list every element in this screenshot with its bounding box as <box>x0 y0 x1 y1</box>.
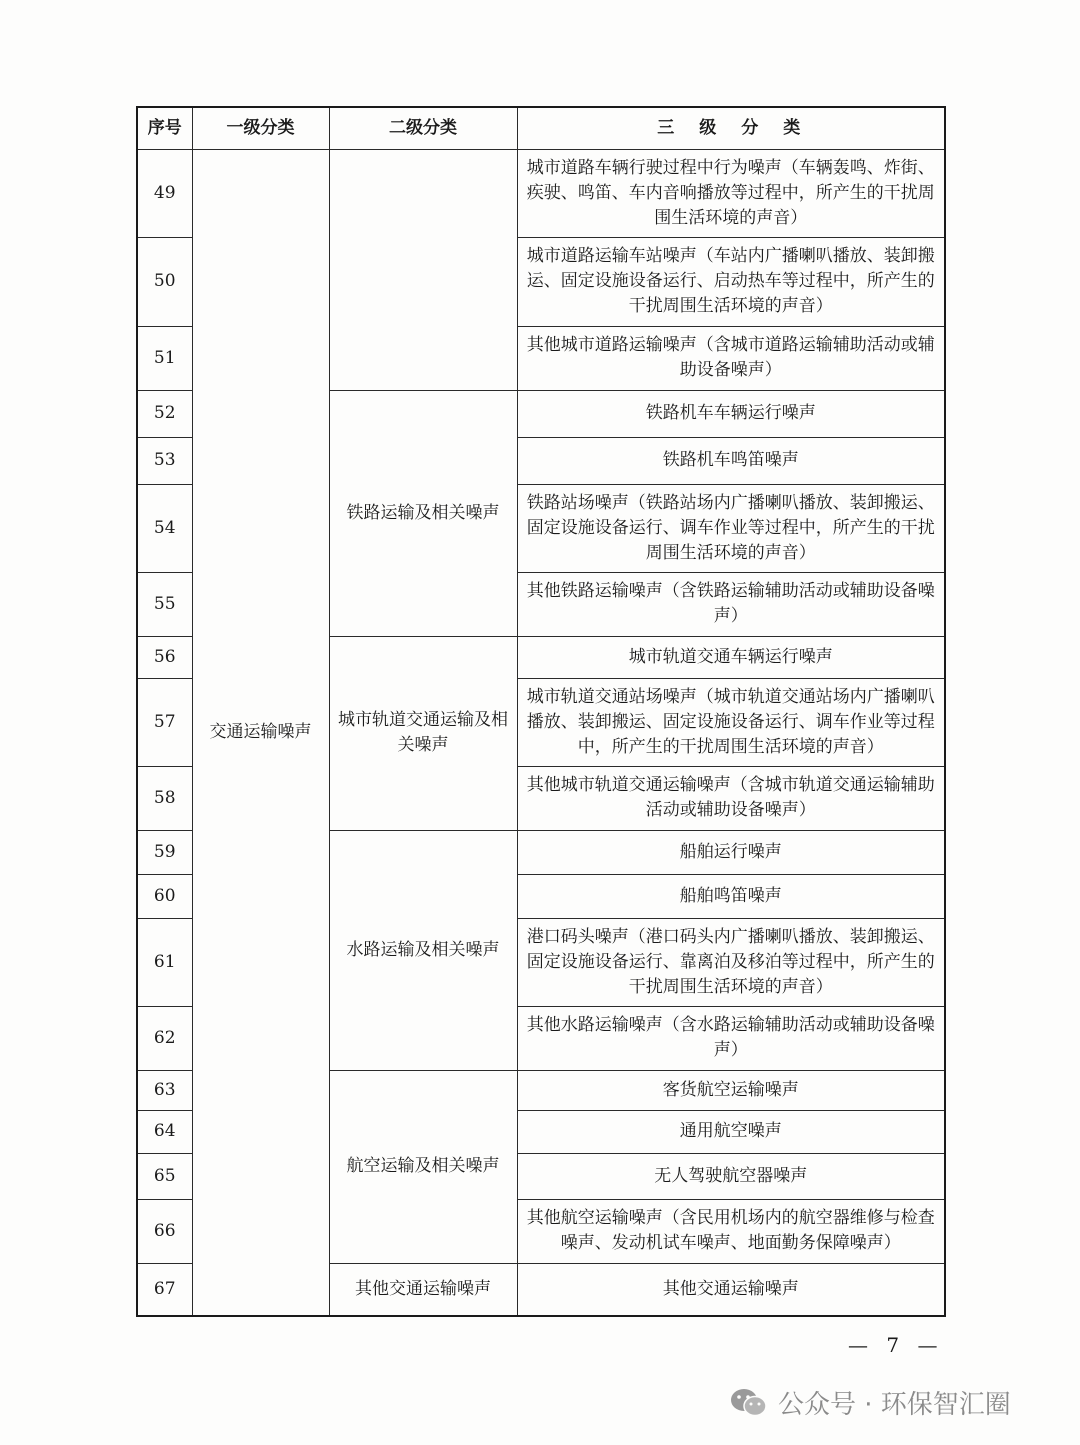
level3-cell: 客货航空运输噪声 <box>517 1070 945 1110</box>
row-seq: 52 <box>137 390 192 437</box>
header-level1: 一级分类 <box>192 107 329 149</box>
level3-cell: 船舶鸣笛噪声 <box>517 874 945 918</box>
level3-cell: 船舶运行噪声 <box>517 830 945 874</box>
row-seq: 56 <box>137 636 192 678</box>
level3-cell: 其他铁路运输噪声（含铁路运输辅助活动或辅助设备噪声） <box>517 572 945 636</box>
level2-cell: 水路运输及相关噪声 <box>329 830 517 1070</box>
level3-cell: 城市轨道交通车辆运行噪声 <box>517 636 945 678</box>
level3-cell: 其他航空运输噪声（含民用机场内的航空器维修与检查噪声、发动机试车噪声、地面勤务保障噪声） <box>517 1199 945 1263</box>
row-seq: 60 <box>137 874 192 918</box>
level3-cell: 无人驾驶航空器噪声 <box>517 1153 945 1199</box>
level2-cell: 航空运输及相关噪声 <box>329 1070 517 1263</box>
row-seq: 66 <box>137 1199 192 1263</box>
header-level2: 二级分类 <box>329 107 517 149</box>
level3-cell: 港口码头噪声（港口码头内广播喇叭播放、装卸搬运、固定设施设备运行、靠离泊及移泊等过程中，所产生的干扰周围生活环境的声音） <box>517 918 945 1006</box>
row-seq: 50 <box>137 237 192 326</box>
level3-cell: 城市道路运输车站噪声（车站内广播喇叭播放、装卸搬运、固定设施设备运行、启动热车等过程中，所产生的干扰周围生活环境的声音） <box>517 237 945 326</box>
level3-cell: 铁路机车车辆运行噪声 <box>517 390 945 437</box>
level2-cell: 铁路运输及相关噪声 <box>329 390 517 636</box>
row-seq: 63 <box>137 1070 192 1110</box>
level3-cell: 铁路机车鸣笛噪声 <box>517 437 945 484</box>
noise-classification-table <box>136 106 946 1317</box>
row-seq: 61 <box>137 918 192 1006</box>
level3-cell: 铁路站场噪声（铁路站场内广播喇叭播放、装卸搬运、固定设施设备运行、调车作业等过程中，所产生的干扰周围生活环境的声音） <box>517 484 945 572</box>
row-seq: 59 <box>137 830 192 874</box>
page-number: — 7 — <box>848 1333 944 1357</box>
row-seq: 49 <box>137 149 192 237</box>
level3-cell: 通用航空噪声 <box>517 1110 945 1153</box>
row-seq: 58 <box>137 766 192 830</box>
row-seq: 67 <box>137 1263 192 1316</box>
level3-cell: 其他城市道路运输噪声（含城市道路运输辅助活动或辅助设备噪声） <box>517 326 945 390</box>
watermark <box>730 1384 1011 1421</box>
row-seq: 64 <box>137 1110 192 1153</box>
row-seq: 55 <box>137 572 192 636</box>
level2-cell: 其他交通运输噪声 <box>329 1263 517 1316</box>
row-seq: 53 <box>137 437 192 484</box>
level3-cell: 其他水路运输噪声（含水路运输辅助活动或辅助设备噪声） <box>517 1006 945 1070</box>
level3-cell: 其他城市轨道交通运输噪声（含城市轨道交通运输辅助活动或辅助设备噪声） <box>517 766 945 830</box>
row-seq: 62 <box>137 1006 192 1070</box>
level1-cell: 交通运输噪声 <box>192 149 329 1316</box>
row-seq: 54 <box>137 484 192 572</box>
level2-cell: 城市轨道交通运输及相关噪声 <box>329 636 517 830</box>
row-seq: 57 <box>137 678 192 766</box>
header-seq: 序号 <box>137 107 192 149</box>
level3-cell: 其他交通运输噪声 <box>517 1263 945 1316</box>
level3-cell: 城市道路车辆行驶过程中行为噪声（车辆轰鸣、炸街、疾驶、鸣笛、车内音响播放等过程中，所产生的干扰周围生活环境的声音） <box>517 149 945 237</box>
level2-cell <box>329 149 517 390</box>
row-seq: 65 <box>137 1153 192 1199</box>
row-seq: 51 <box>137 326 192 390</box>
header-level3: 三 级 分 类 <box>517 107 945 149</box>
wechat-icon <box>730 1387 768 1419</box>
level3-cell: 城市轨道交通站场噪声（城市轨道交通站场内广播喇叭播放、装卸搬运、固定设施设备运行、调车作业等过程中，所产生的干扰周围生活环境的声音） <box>517 678 945 766</box>
watermark-text: 公众号 · 环保智汇圈 <box>778 1390 1011 1420</box>
